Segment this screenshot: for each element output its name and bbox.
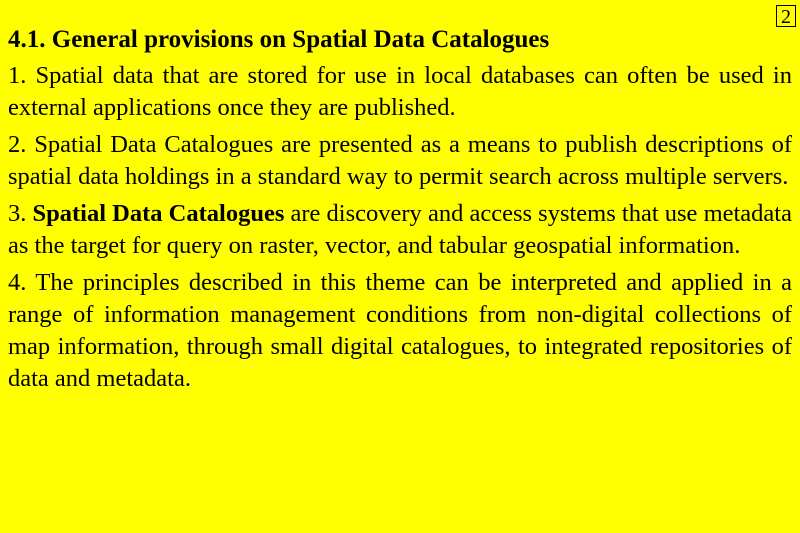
paragraph-3-emphasis: Spatial Data Catalogues	[32, 200, 285, 227]
page-number-badge: 2	[776, 5, 796, 27]
slide-content	[8, 24, 792, 400]
paragraph-3-prefix: 3.	[8, 200, 33, 227]
paragraph-4: 4. The principles described in this theme can be interpreted and applied in a range of information management conditions from non-digital collections of map information, through small digital catalogues, to integrated repositories of data and metadata.	[8, 269, 792, 392]
paragraph-1: 1. Spatial data that are stored for use in local databases can often be used in external applications once they are published.	[8, 62, 792, 121]
paragraph-2: 2. Spatial Data Catalogues are presented as a means to publish descriptions of spatial data holdings in a standard way to permit search across multiple servers.	[8, 131, 792, 190]
paragraph-3-rest: are discovery and access systems that use metadata as the target for query on raster, vector, and tabular geospatial information.	[8, 200, 792, 259]
section-heading: 4.1. General provisions on Spatial Data Catalogues	[8, 26, 550, 53]
paragraph-3	[8, 198, 792, 262]
